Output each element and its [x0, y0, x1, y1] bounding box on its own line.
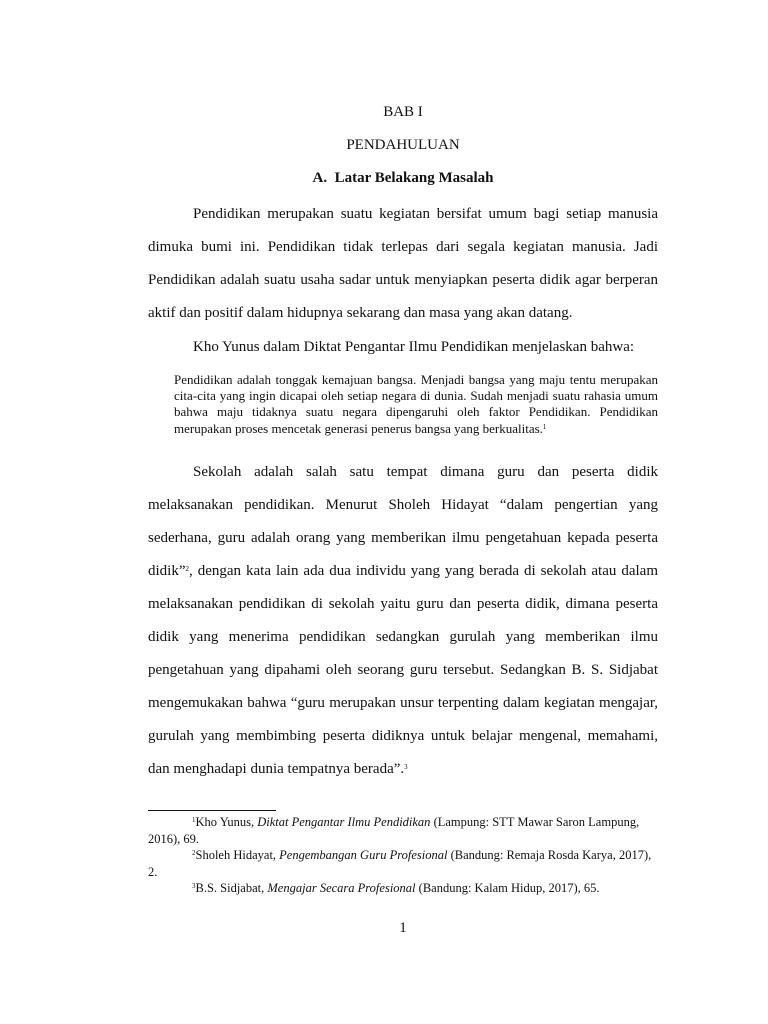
quote-text: Pendidikan adalah tonggak kemajuan bangsa. Menjadi bangsa yang maju tentu merupakan cita-cita yang ingin dicapai oleh setiap negara di dunia. Sudah menjadi suatu rahasia umum bahwa maju tidaknya suatu negara dipengaruhi oleh faktor Pendidikan. Pendidikan merupakan proses mencetak generasi penerus bangsa yang berkualitas. — [174, 372, 658, 436]
page-number: 1 — [399, 920, 407, 936]
footnote-1 — [148, 814, 658, 847]
paragraph-1: Pendidikan merupakan suatu kegiatan bersifat umum bagi setiap manusia dimuka bumi ini. Pendidikan tidak terlepas dari segala kegiatan manusia. Jadi Pendidikan adalah suatu usaha sadar untuk menyiapkan peserta didik agar berperan aktif dan positif dalam hidupnya sekarang dan masa yang akan datang. — [148, 206, 658, 321]
section-heading — [148, 170, 658, 187]
paragraph-3-part-1: Sekolah adalah salah satu tempat dimana guru dan peserta didik melaksanakan pendidikan. Menurut Sholeh Hidayat “dalam pengertian yang sederhana, guru adalah orang yang memberikan ilmu pengetahuan kepada peserta didik” — [148, 464, 658, 579]
footnote-2 — [148, 847, 658, 880]
footnote-ref-3: 3 — [404, 763, 408, 771]
footnote-number: 3 — [192, 882, 196, 890]
footnote-publication: (Lampung: STT Mawar Saron Lampung, 2016), 69. — [148, 815, 640, 846]
paragraph-3 — [148, 456, 658, 786]
footnote-number: 2 — [192, 849, 196, 857]
footnote-title: Diktat Pengantar Ilmu Pendidikan — [257, 815, 431, 829]
chapter-label: BAB I — [383, 104, 423, 120]
paragraph-3-part-2: , dengan kata lain ada dua individu yang yang berada di sekolah atau dalam melaksanakan pendidikan di sekolah yaitu guru dan peserta didik, dimana peserta didik yang menerima pendidikan sedangkan gurulah yang memberikan ilmu pengetahuan yang dipahami oleh seorang guru tersebut. Sedangkan B. S. Sidjabat mengemukakan bahwa “guru merupakan unsur terpenting dalam kegiatan mengajar, gurulah yang membimbing peserta didiknya untuk belajar mengenal, memahami, dan menghadapi dunia tempatnya berada”. — [148, 563, 658, 777]
footnote-author: Sholeh Hidayat, — [195, 848, 280, 862]
footnote-ref-1: 1 — [542, 422, 547, 431]
footnote-title: Mengajar Secara Profesional — [267, 881, 416, 895]
chapter-title: PENDAHULUAN — [346, 137, 460, 153]
footnote-publication: (Bandung: Kalam Hidup, 2017), 65. — [415, 881, 600, 895]
block-quote — [174, 372, 658, 437]
footnote-author: B.S. Sidjabat, — [195, 881, 268, 895]
footnote-3 — [148, 880, 658, 897]
footnote-separator — [148, 810, 276, 811]
footnote-publication: (Bandung: Remaja Rosda Karya, 2017), 2. — [148, 848, 652, 879]
section-title: Latar Belakang Masalah — [334, 170, 494, 186]
footnote-title: Pengembangan Guru Profesional — [279, 848, 448, 862]
paragraph-2: Kho Yunus dalam Diktat Pengantar Ilmu Pendidikan menjelaskan bahwa: — [193, 339, 635, 355]
section-number: A. — [312, 170, 328, 186]
footnote-author: Kho Yunus, — [195, 815, 258, 829]
footnotes — [148, 814, 658, 897]
footnote-number: 1 — [192, 816, 196, 824]
footnote-ref-2: 2 — [185, 565, 189, 573]
